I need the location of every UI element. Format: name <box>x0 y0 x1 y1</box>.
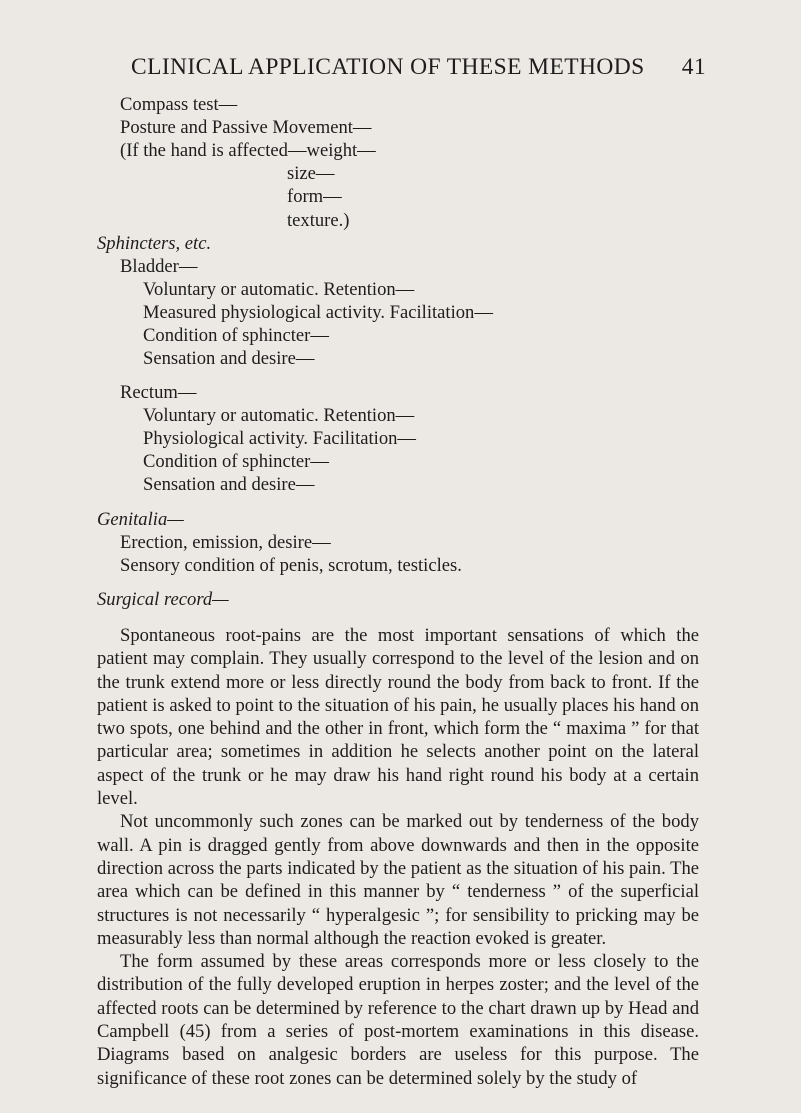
running-title: CLINICAL APPLICATION OF THESE METHODS <box>131 54 645 80</box>
rectum-item-1: Voluntary or automatic. Retention— <box>143 405 415 426</box>
paragraph-tenderness: Not uncommonly such zones can be marked out by tenderness of the body wall. A pin is dragged gently from above downwards and then in the opposite direction across the parts indicated by the patient as the situation of his pain. The area which can be defined in this manner by “ tenderness ” of the superficial structures is not necessarily “ hyperalgesic ”; for sensibility to pricking may be measurably less than normal although the reaction evoked is greater. <box>97 811 699 949</box>
rectum-item-2: Physiological activity. Facilitation— <box>143 428 417 449</box>
paragraph-herpes-zoster: The form assumed by these areas corresponds more or less closely to the distribution of the fully developed eruption in herpes zoster; and the level of the affected roots can be determined by reference to the chart drawn up by Head and Campbell (45) from a series of post-mortem examinations in this disease. Diagrams based on analgesic borders are useless for this purpose. The significance of these root zones can be determined solely by the study of <box>97 951 699 1089</box>
genitalia-heading: Genitalia— <box>97 509 184 530</box>
form-line: form— <box>287 186 342 207</box>
sphincters-heading: Sphincters, etc. <box>97 233 212 254</box>
size-line: size— <box>287 163 335 184</box>
bladder-heading: Bladder— <box>120 256 198 277</box>
posture-line: Posture and Passive Movement— <box>120 117 372 138</box>
hand-affected-line: (If the hand is affected—weight— <box>120 140 376 161</box>
bladder-item-1: Voluntary or automatic. Retention— <box>143 279 415 300</box>
genitalia-item-2: Sensory condition of penis, scrotum, testicles. <box>120 555 462 576</box>
texture-line: texture.) <box>287 210 350 231</box>
rectum-item-4: Sensation and desire— <box>143 474 315 495</box>
body-text <box>97 624 699 1090</box>
compass-test-line: Compass test— <box>120 94 238 115</box>
page-number: 41 <box>681 54 706 80</box>
surgical-record-heading: Surgical record— <box>97 589 229 610</box>
bladder-item-2: Measured physiological activity. Facilitation— <box>143 302 493 323</box>
bladder-item-3: Condition of sphincter— <box>143 325 329 346</box>
genitalia-item-1: Erection, emission, desire— <box>120 532 331 553</box>
rectum-item-3: Condition of sphincter— <box>143 451 329 472</box>
rectum-heading: Rectum— <box>120 382 197 403</box>
paragraph-root-pains: Spontaneous root-pains are the most important sensations of which the patient may complain. They usually correspond to the level of the lesion and on the trunk extend more or less directly round the body from back to front. If the patient is asked to point to the situation of his pain, he usually places his hand on two spots, one behind and the other in front, which form the “ maxima ” for that particular area; sometimes in addition he selects another point on the lateral aspect of the trunk or he may draw his hand right round his body at a certain level. <box>97 625 699 810</box>
running-header <box>131 54 706 84</box>
bladder-item-4: Sensation and desire— <box>143 348 315 369</box>
